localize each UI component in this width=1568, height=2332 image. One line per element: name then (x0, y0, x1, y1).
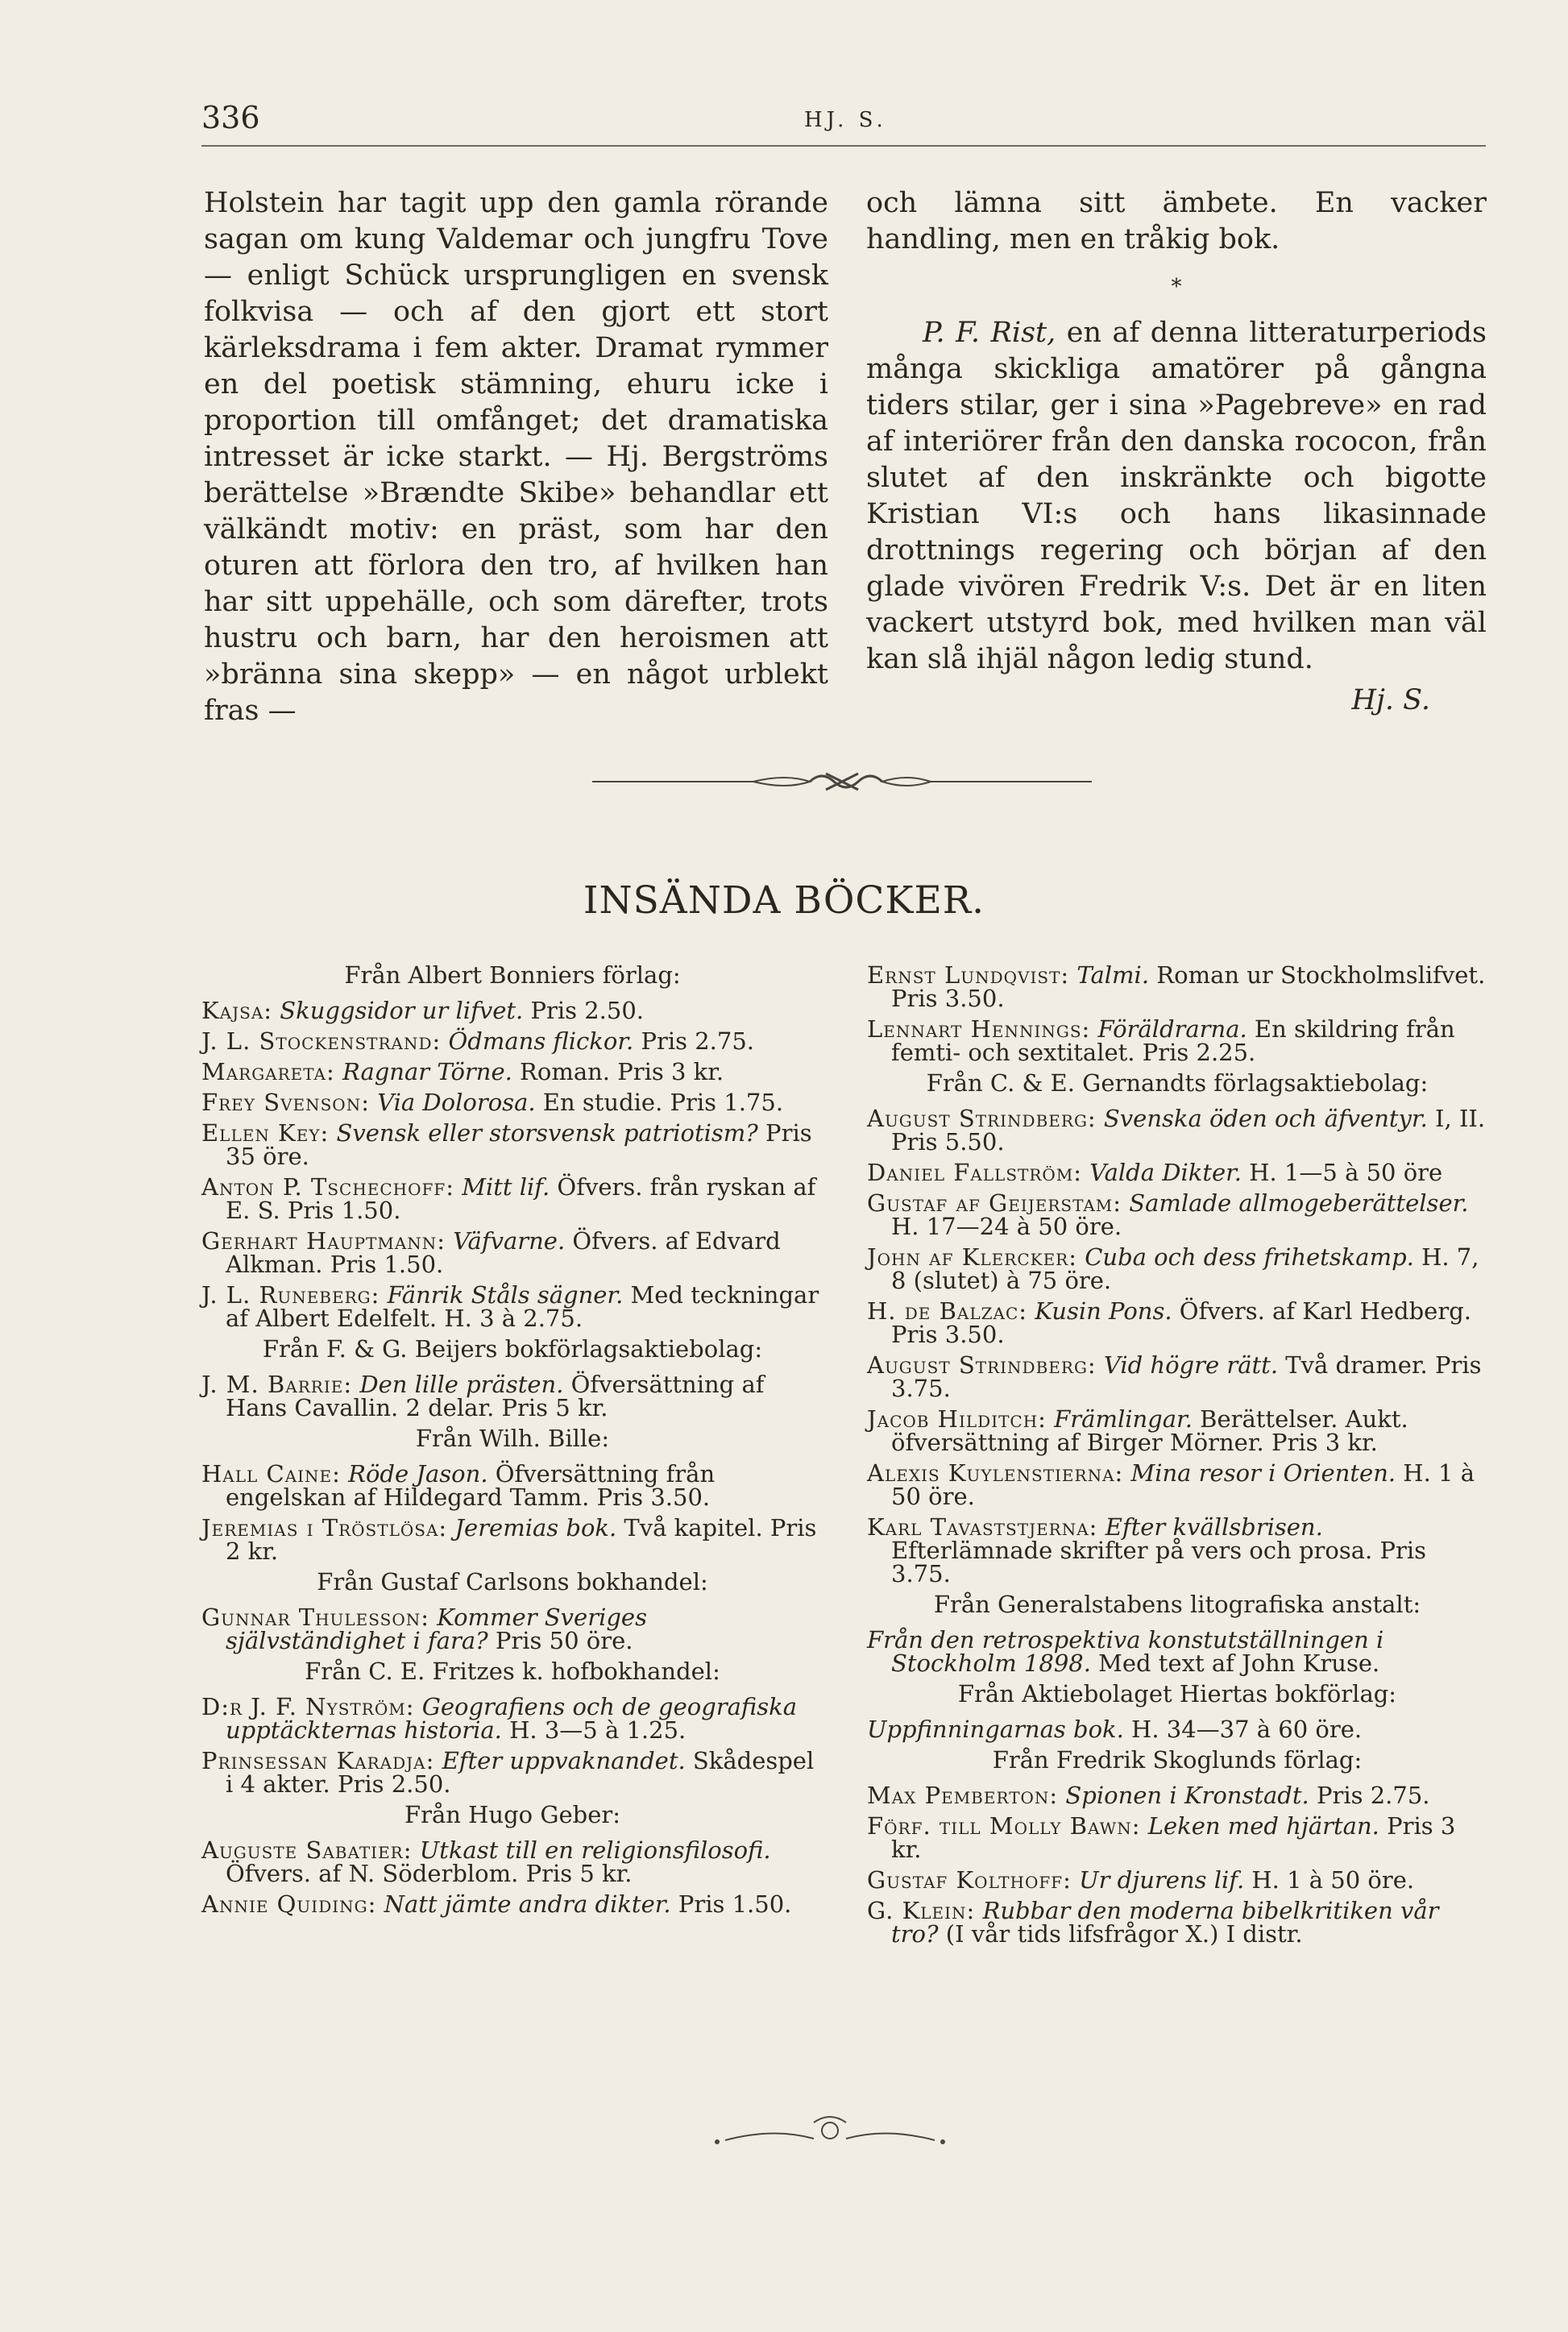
book-details: Två dramer. Pris 3.75. (891, 1351, 1482, 1402)
book-details: Roman. Pris 3 kr. (512, 1058, 724, 1085)
ornament-divider (592, 766, 1092, 798)
book-author: H. de Balzac: (867, 1297, 1028, 1325)
book-entry (867, 1459, 1487, 1510)
book-entry (867, 1812, 1487, 1863)
book-entry (201, 1695, 823, 1742)
review-paragraph: och lämna sitt ämbete. En vacker handling, men en tråkig bok. (866, 187, 1487, 255)
book-details: En skildring från femti- och sextitalet. Pris 2.25. (891, 1015, 1455, 1066)
publisher-heading: Från C. E. Fritzes k. hofbokhandel: (305, 1658, 720, 1685)
publisher-heading: Från F. & G. Beijers bokförlagsaktiebolag: (262, 1335, 763, 1363)
book-author: G. Klein: (867, 1897, 976, 1924)
book-entry (867, 1626, 1487, 1677)
book-author: August Strindberg: (867, 1105, 1097, 1132)
book-details: Öfversättning af Hans Cavallin. 2 delar. Pris 5 kr. (226, 1371, 765, 1421)
book-title: Ragnar Törne. (342, 1058, 512, 1085)
book-title: Föräldrarna. (1097, 1015, 1247, 1043)
book-details: Pris 1.50. (670, 1890, 792, 1918)
publisher-heading: Från Gustaf Carlsons bokhandel: (317, 1568, 708, 1595)
book-details: Pris 2.50. (523, 997, 644, 1024)
book-entry (201, 1173, 823, 1224)
book-details: (I vår tids lifsfrågor X.) I distr. (938, 1920, 1303, 1948)
book-title: Från den retrospektiva konstutställningen i Stockholm 1898. (867, 1626, 1384, 1677)
section-title: INSÄNDA BÖCKER. (583, 878, 985, 923)
book-author: Gunnar Thulesson: (201, 1604, 429, 1631)
book-entry (201, 1836, 823, 1887)
review-paragraph: Holstein har tagit upp den gamla rörande sagan om kung Valdemar och jungfru Tove — enligt Schück ursprungligen en svensk folkvisa — och af den gjort ett stort kärleksdrama i fem akter. Dramat rymmer en del poetisk stämning, ehuru icke i proportion till omfånget; det dramatiska intresset är icke starkt. — Hj. Bergströms berättelse »Brændte Skibe» behandlar ett välkändt motiv: en präst, som har den oturen att förlora den tro, af hvilken han har sitt uppehälle, och som därefter, trots hustru och barn, har den heroismen att »bränna sina skepp» — en något urblekt fras — (204, 187, 828, 727)
books-list-left (201, 961, 823, 1923)
book-details: Med teckningar af Albert Edelfelt. H. 3 à 2.75. (226, 1281, 819, 1332)
book-title: Talmi. (1076, 961, 1150, 989)
book-author: Frey Svenson: (201, 1089, 370, 1116)
book-author: Karl Tavaststjerna: (867, 1513, 1098, 1541)
review-author: P. F. Rist, (923, 317, 1056, 349)
book-details: Öfversättning från engelskan af Hildegard Tamm. Pris 3.50. (226, 1460, 716, 1511)
book-title: Cuba och dess frihetskamp. (1085, 1243, 1414, 1271)
book-details: H. 1—5 à 50 öre (1242, 1159, 1443, 1186)
book-details: Pris 50 öre. (487, 1627, 633, 1654)
book-title: Natt jämte andra dikter. (384, 1890, 671, 1918)
book-title: Ur djurens lif. (1079, 1866, 1245, 1894)
book-author: Margareta: (201, 1058, 335, 1085)
section-star: * (1171, 275, 1182, 299)
book-author: D:r J. F. Nyström: (201, 1693, 415, 1720)
book-entry (201, 1027, 823, 1055)
book-details: Pris 2.75. (1309, 1782, 1430, 1809)
book-title: Efter uppvaknandet. (442, 1747, 686, 1774)
review-text: en af denna litteraturperiods många skickliga amatörer på gångna tiders stilar, ger i sina »Pagebreve» en rad af interiörer från den danska rococon, från slutet af den inskränkte och bigotte Kristian VI:s och hans likasinnade drottnings regering och början af den glade vivören Fredrik V:s. Det är en liten vackert utstyrd bok, med hvilken man väl kan slå ihjäl någon ledig stund. (866, 317, 1487, 675)
book-details: Med text af John Kruse. (1090, 1649, 1380, 1677)
book-entry (867, 1189, 1487, 1240)
book-author: Prinsessan Karadja: (201, 1747, 435, 1774)
book-author: J. M. Barrie: (201, 1371, 353, 1398)
book-author: Jeremias i Tröstlösa: (201, 1514, 448, 1542)
book-title: Kommer Sveriges självständighet i fara? (226, 1604, 647, 1654)
book-entry (201, 1606, 823, 1653)
book-details: Pris 35 öre. (226, 1119, 812, 1170)
book-author: Gerhart Hauptmann: (201, 1227, 446, 1255)
book-author: Daniel Fallström: (867, 1159, 1083, 1186)
book-author: Jacob Hilditch: (867, 1405, 1047, 1433)
book-author: Gustaf af Geijerstam: (867, 1189, 1122, 1217)
book-entry (201, 1514, 823, 1565)
book-entry (867, 961, 1487, 1012)
book-author: Anton P. Tschechoff: (201, 1173, 455, 1201)
book-entry (201, 1460, 823, 1511)
publisher-heading: Från Aktiebolaget Hiertas bokförlag: (957, 1680, 1397, 1708)
book-entry (201, 1119, 823, 1170)
book-title: Ödmans flickor. (448, 1027, 634, 1055)
book-details: Pris 3 kr. (891, 1812, 1456, 1863)
book-details: H. 34—37 à 60 öre. (1123, 1716, 1363, 1743)
book-title: Skuggsidor ur lifvet. (280, 997, 524, 1024)
book-entry (867, 1513, 1487, 1587)
book-title: Mitt lif. (462, 1173, 550, 1201)
book-details: Efterlämnade skrifter på vers och prosa. Pris 3.75. (891, 1537, 1426, 1587)
page-number: 336 (201, 100, 260, 135)
book-title: Valda Dikter. (1089, 1159, 1242, 1186)
book-title: Rubbar den moderna bibelkritiken vår tro? (891, 1897, 1439, 1948)
book-title: Svenska öden och äfventyr. (1103, 1105, 1428, 1132)
book-author: John af Klercker: (867, 1243, 1077, 1271)
book-title: Uppfinningarnas bok. (867, 1716, 1124, 1743)
book-entry (867, 1161, 1487, 1185)
book-author: Auguste Sabatier: (201, 1836, 413, 1864)
book-entry (867, 1718, 1487, 1741)
book-details: Öfvers. af N. Söderblom. Pris 5 kr. (226, 1860, 633, 1887)
book-entry (867, 1405, 1487, 1456)
book-entry (201, 1227, 823, 1278)
running-head: HJ. S. (804, 108, 887, 132)
ornament-tailpiece (709, 2111, 951, 2150)
book-details: Roman ur Stockholmslifvet. Pris 3.50. (891, 961, 1486, 1012)
book-title: Samlade allmogeberättelser. (1129, 1189, 1469, 1217)
publisher-heading: Från Fredrik Skoglunds förlag: (992, 1746, 1363, 1774)
book-author: J. L. Runeberg: (201, 1281, 380, 1309)
book-details: Skådespel i 4 akter. Pris 2.50. (226, 1747, 815, 1798)
book-entry (867, 1297, 1487, 1348)
book-author: Förf. till Molly Bawn: (867, 1812, 1141, 1840)
book-title: Mina resor i Orienten. (1130, 1459, 1396, 1487)
review-right-column (866, 185, 1487, 719)
book-details: H. 17—24 à 50 öre. (891, 1213, 1122, 1240)
book-details: Berättelser. Aukt. öfversättning af Birger Mörner. Pris 3 kr. (891, 1405, 1408, 1456)
review-paragraph (866, 315, 1487, 678)
publisher-heading: Från Hugo Geber: (404, 1801, 621, 1828)
book-author: August Strindberg: (867, 1351, 1097, 1379)
book-entry (201, 1060, 823, 1084)
page-header (201, 95, 1486, 147)
book-author: Lennart Hennings: (867, 1015, 1091, 1043)
signature: Hj. S. (1351, 684, 1430, 716)
book-title: Väfvarne. (453, 1227, 566, 1255)
book-author: Gustaf Kolthoff: (867, 1866, 1072, 1894)
book-title: Efter kvällsbrisen. (1105, 1513, 1323, 1541)
book-entry (867, 1784, 1487, 1807)
book-details: H. 1 à 50 öre. (891, 1459, 1475, 1510)
book-title: Fänrik Ståls sägner. (387, 1281, 624, 1309)
publisher-heading: Från Generalstabens litografiska anstalt: (933, 1591, 1421, 1618)
publisher-heading: Från Wilh. Bille: (415, 1425, 610, 1452)
book-title: Leken med hjärtan. (1147, 1812, 1379, 1840)
book-title: Via Dolorosa. (377, 1089, 536, 1116)
book-entry (201, 1890, 823, 1918)
book-entry (867, 1243, 1487, 1294)
book-entry (201, 1281, 823, 1332)
book-title: Främlingar. (1054, 1405, 1193, 1433)
book-title: Spionen i Kronstadt. (1065, 1782, 1309, 1809)
book-entry (867, 1866, 1487, 1894)
book-details: Öfvers. från ryskan af E. S. Pris 1.50. (226, 1173, 816, 1224)
review-left-column (204, 185, 828, 729)
book-author: J. L. Stockenstrand: (201, 1027, 442, 1055)
book-title: Geografiens och de geografiska upptäckternas historia. (226, 1693, 798, 1744)
book-details: I, II. Pris 5.50. (891, 1105, 1486, 1156)
book-title: Kusin Pons. (1035, 1297, 1172, 1325)
publisher-heading: Från C. & E. Gernandts förlagsaktiebolag: (926, 1069, 1429, 1097)
book-author: Kajsa: (201, 997, 273, 1024)
book-title: Den lille prästen. (359, 1371, 564, 1398)
book-entry (201, 1091, 823, 1114)
book-entry (867, 1899, 1487, 1946)
book-details: H. 1 à 50 öre. (1244, 1866, 1415, 1894)
book-details: Två kapitel. Pris 2 kr. (226, 1514, 817, 1565)
book-details: Öfvers. af Edvard Alkman. Pris 1.50. (226, 1227, 781, 1278)
book-details: Pris 2.75. (633, 1027, 754, 1055)
book-author: Hall Caine: (201, 1460, 341, 1488)
book-entry (867, 1351, 1487, 1402)
book-author: Annie Quiding: (201, 1890, 377, 1918)
book-author: Alexis Kuylenstierna: (867, 1459, 1124, 1487)
book-title: Röde Jason. (348, 1460, 488, 1488)
book-title: Jeremias bok. (454, 1514, 617, 1542)
book-title: Svensk eller storsvensk patriotism? (336, 1119, 758, 1147)
book-author: Ellen Key: (201, 1119, 330, 1147)
publisher-heading: Från Albert Bonniers förlag: (344, 961, 681, 989)
book-details: Öfvers. af Karl Hedberg. Pris 3.50. (891, 1297, 1471, 1348)
book-title: Vid högre rätt. (1103, 1351, 1279, 1379)
book-entry (201, 1749, 823, 1796)
book-entry (867, 1015, 1487, 1066)
book-author: Max Pemberton: (867, 1782, 1059, 1809)
book-author: Ernst Lundqvist: (867, 961, 1070, 989)
book-details: H. 7, 8 (slutet) à 75 öre. (891, 1243, 1479, 1294)
book-entry (201, 999, 823, 1023)
books-list-right (867, 961, 1487, 1953)
book-details: En studie. Pris 1.75. (535, 1089, 784, 1116)
book-entry (201, 1373, 823, 1420)
book-title: Utkast till en religionsfilosofi. (419, 1836, 771, 1864)
book-entry (867, 1107, 1487, 1154)
book-details: H. 3—5 à 1.25. (501, 1716, 687, 1744)
